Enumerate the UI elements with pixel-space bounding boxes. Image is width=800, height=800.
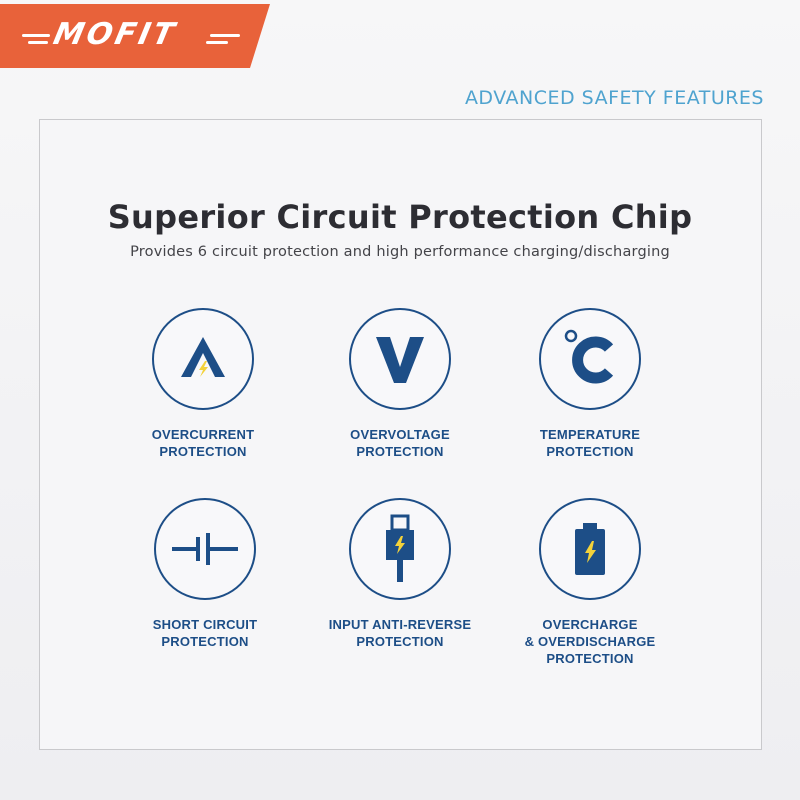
feature-label: OVERVOLTAGE PROTECTION bbox=[350, 427, 450, 459]
feature-label: OVERCURRENT PROTECTION bbox=[151, 427, 255, 459]
logo-speed-line-left-2 bbox=[28, 41, 48, 44]
feature-label: SHORT CIRCUIT PROTECTION bbox=[152, 617, 258, 649]
overcurrent-icon bbox=[152, 308, 254, 410]
feature-input-anti-reverse bbox=[310, 498, 490, 650]
feature-label: TEMPERATURE PROTECTION bbox=[539, 427, 641, 459]
brand-logo bbox=[0, 4, 270, 68]
logo-text: MOFIT bbox=[50, 17, 181, 52]
overvoltage-icon bbox=[349, 308, 451, 410]
subheadline: Provides 6 circuit protection and high performance charging/discharging bbox=[130, 244, 670, 260]
feature-temperature bbox=[500, 308, 680, 460]
logo-speed-line-right bbox=[210, 34, 240, 37]
overcharge-battery-icon bbox=[539, 498, 641, 600]
feature-label: OVERCHARGE & OVERDISCHARGE PROTECTION bbox=[524, 617, 656, 666]
short-circuit-icon bbox=[154, 498, 256, 600]
section-title: ADVANCED SAFETY FEATURES bbox=[464, 87, 764, 109]
feature-short-circuit bbox=[115, 498, 295, 650]
feature-overvoltage bbox=[310, 308, 490, 460]
logo-speed-line-left bbox=[22, 34, 50, 37]
feature-overcurrent bbox=[113, 308, 293, 460]
logo-speed-line-right-2 bbox=[206, 41, 228, 44]
feature-label: INPUT ANTI-REVERSE PROTECTION bbox=[328, 617, 472, 649]
headline: Superior Circuit Protection Chip bbox=[107, 198, 693, 236]
input-anti-reverse-icon bbox=[349, 498, 451, 600]
temperature-icon bbox=[539, 308, 641, 410]
feature-overcharge bbox=[500, 498, 680, 667]
